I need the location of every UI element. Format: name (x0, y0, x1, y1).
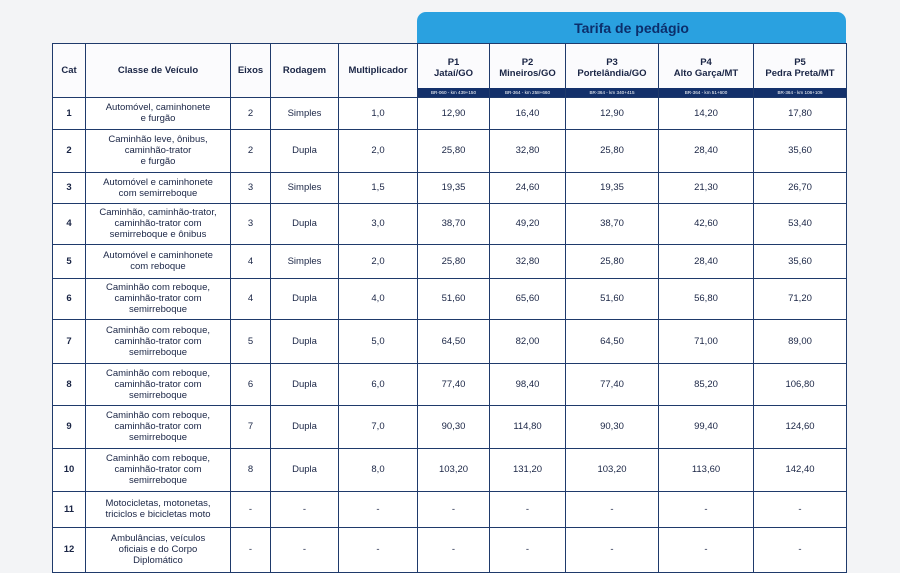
cell-classe (86, 405, 231, 448)
toll-tariff-table (52, 43, 847, 573)
cell-cat: 1 (53, 97, 86, 129)
cell-multiplicador: 7,0 (339, 405, 418, 448)
cell-eixos: - (231, 527, 271, 572)
cell-tarifa-p5: 124,60 (754, 405, 847, 448)
table-header (53, 44, 847, 98)
tarifa-banner: Tarifa de pedágio (417, 12, 846, 43)
cell-tarifa-p2: 32,80 (490, 244, 566, 278)
plaza-code: P2 (521, 56, 534, 68)
plaza-name: Mineiros/GO (499, 67, 556, 79)
cell-tarifa-p3: 25,80 (566, 129, 659, 172)
table-row (53, 129, 847, 172)
cell-tarifa-p1: - (418, 491, 490, 527)
cell-multiplicador: - (339, 491, 418, 527)
cell-tarifa-p3: 77,40 (566, 363, 659, 405)
cell-eixos: 6 (231, 363, 271, 405)
cell-tarifa-p5: 35,60 (754, 244, 847, 278)
table-row (53, 405, 847, 448)
classe-line: Caminhão com reboque, (105, 324, 211, 336)
cell-tarifa-p1: 103,20 (418, 448, 490, 491)
cell-classe (86, 97, 231, 129)
cell-cat: 11 (53, 491, 86, 527)
classe-line: caminhão-trator com (114, 218, 202, 229)
header-rodagem: Rodagem (271, 44, 339, 98)
classe-line: caminhão-trator com (114, 421, 202, 432)
cell-tarifa-p3: - (566, 491, 659, 527)
cell-tarifa-p3: 19,35 (566, 172, 659, 203)
cell-rodagem: - (271, 527, 339, 572)
plaza-km-p4: BR-364 - km 51+600 (659, 88, 754, 98)
cell-tarifa-p4: 85,20 (659, 363, 754, 405)
cell-tarifa-p3: 51,60 (566, 278, 659, 319)
cell-tarifa-p5: 17,80 (754, 97, 847, 129)
classe-line: Automóvel e caminhonete (103, 250, 213, 261)
header-plaza-p2 (490, 44, 566, 88)
classe-line: caminhão-trator com (114, 293, 202, 304)
cell-tarifa-p5: - (754, 527, 847, 572)
cell-cat: 2 (53, 129, 86, 172)
classe-line: Caminhão com reboque, (105, 367, 211, 379)
table-row (53, 172, 847, 203)
cell-tarifa-p2: 65,60 (490, 278, 566, 319)
cell-tarifa-p1: 51,60 (418, 278, 490, 319)
cell-tarifa-p5: 106,80 (754, 363, 847, 405)
cell-tarifa-p4: 28,40 (659, 129, 754, 172)
cell-eixos: 5 (231, 319, 271, 363)
cell-tarifa-p3: 25,80 (566, 244, 659, 278)
classe-line: oficiais e do Corpo (118, 544, 198, 555)
cell-rodagem: Dupla (271, 363, 339, 405)
classe-line: caminhão-trator com (114, 335, 202, 347)
cell-tarifa-p2: - (490, 527, 566, 572)
plaza-code: P3 (606, 56, 618, 68)
header-classe: Classe de Veículo (86, 44, 231, 98)
table-row (53, 203, 847, 244)
cell-cat: 5 (53, 244, 86, 278)
table-row (53, 244, 847, 278)
classe-line: semirreboque e ônibus (109, 229, 207, 240)
cell-tarifa-p4: - (659, 491, 754, 527)
cell-tarifa-p2: 131,20 (490, 448, 566, 491)
cell-tarifa-p3: 12,90 (566, 97, 659, 129)
table-row (53, 278, 847, 319)
cell-rodagem: Dupla (271, 203, 339, 244)
classe-line: Diplomático (133, 555, 183, 566)
cell-tarifa-p1: 25,80 (418, 244, 490, 278)
classe-line: triciclos e bicicletas moto (105, 509, 211, 520)
cell-cat: 12 (53, 527, 86, 572)
cell-tarifa-p3: 38,70 (566, 203, 659, 244)
header-eixos: Eixos (231, 44, 271, 98)
table-row (53, 527, 847, 572)
cell-multiplicador: 6,0 (339, 363, 418, 405)
cell-tarifa-p1: 25,80 (418, 129, 490, 172)
cell-cat: 8 (53, 363, 86, 405)
cell-tarifa-p1: - (418, 527, 490, 572)
classe-line: Automóvel, caminhonete (105, 102, 211, 113)
table-body (53, 97, 847, 572)
classe-line: caminhão-trator (124, 145, 192, 156)
classe-line: semirreboque (128, 304, 188, 315)
cell-classe (86, 203, 231, 244)
cell-tarifa-p3: - (566, 527, 659, 572)
cell-tarifa-p2: - (490, 491, 566, 527)
classe-line: Caminhão leve, ônibus, (108, 134, 208, 145)
cell-rodagem: - (271, 491, 339, 527)
cell-eixos: 2 (231, 129, 271, 172)
cell-tarifa-p2: 16,40 (490, 97, 566, 129)
classe-line: com reboque (130, 261, 186, 272)
cell-classe (86, 363, 231, 405)
table-row (53, 319, 847, 363)
plaza-km-p2: BR-364 - km 258+660 (490, 88, 566, 98)
cell-cat: 7 (53, 319, 86, 363)
cell-multiplicador: 8,0 (339, 448, 418, 491)
header-cat: Cat (53, 44, 86, 98)
cell-tarifa-p2: 24,60 (490, 172, 566, 203)
cell-tarifa-p4: 113,60 (659, 448, 754, 491)
cell-rodagem: Dupla (271, 448, 339, 491)
cell-classe (86, 319, 231, 363)
cell-multiplicador: 4,0 (339, 278, 418, 319)
cell-multiplicador: 3,0 (339, 203, 418, 244)
cell-eixos: 3 (231, 172, 271, 203)
header-row (53, 44, 847, 88)
cell-classe (86, 448, 231, 491)
cell-rodagem: Dupla (271, 405, 339, 448)
header-plaza-p4 (659, 44, 754, 88)
cell-rodagem: Dupla (271, 278, 339, 319)
classe-line: Motocicletas, motonetas, (105, 498, 211, 509)
cell-tarifa-p2: 49,20 (490, 203, 566, 244)
cell-classe (86, 278, 231, 319)
cell-cat: 4 (53, 203, 86, 244)
classe-line: Ambulâncias, veículos (110, 533, 206, 544)
cell-rodagem: Simples (271, 97, 339, 129)
cell-classe (86, 244, 231, 278)
table-row (53, 363, 847, 405)
header-plaza-p5 (754, 44, 847, 88)
cell-cat: 10 (53, 448, 86, 491)
cell-tarifa-p5: - (754, 491, 847, 527)
cell-tarifa-p4: 71,00 (659, 319, 754, 363)
plaza-km-p1: BR-060 - km 439+150 (418, 88, 490, 98)
cell-tarifa-p5: 53,40 (754, 203, 847, 244)
cell-cat: 6 (53, 278, 86, 319)
classe-line: semirreboque (128, 432, 188, 443)
classe-line: semirreboque (128, 389, 188, 401)
cell-eixos: 7 (231, 405, 271, 448)
cell-classe (86, 172, 231, 203)
cell-tarifa-p3: 64,50 (566, 319, 659, 363)
cell-tarifa-p4: 21,30 (659, 172, 754, 203)
cell-tarifa-p2: 114,80 (490, 405, 566, 448)
cell-eixos: 2 (231, 97, 271, 129)
cell-tarifa-p2: 32,80 (490, 129, 566, 172)
classe-line: Caminhão, caminhão-trator, (99, 207, 217, 218)
cell-tarifa-p4: - (659, 527, 754, 572)
cell-eixos: 8 (231, 448, 271, 491)
cell-cat: 9 (53, 405, 86, 448)
plaza-name: Jataí/GO (433, 67, 474, 79)
cell-tarifa-p5: 142,40 (754, 448, 847, 491)
plaza-code: P1 (447, 56, 460, 68)
classe-line: semirreboque (128, 475, 188, 486)
classe-line: semirreboque (128, 346, 188, 358)
plaza-name: Portelândia/GO (577, 67, 647, 79)
cell-multiplicador: 2,0 (339, 244, 418, 278)
cell-multiplicador: 2,0 (339, 129, 418, 172)
plaza-code: P5 (794, 56, 806, 68)
cell-tarifa-p5: 89,00 (754, 319, 847, 363)
cell-tarifa-p5: 35,60 (754, 129, 847, 172)
table-row (53, 491, 847, 527)
classe-line: caminhão-trator com (114, 464, 202, 475)
header-multiplicador: Multiplicador (339, 44, 418, 98)
cell-classe (86, 129, 231, 172)
cell-tarifa-p4: 28,40 (659, 244, 754, 278)
cell-rodagem: Dupla (271, 319, 339, 363)
cell-multiplicador: 5,0 (339, 319, 418, 363)
header-plaza-p3 (566, 44, 659, 88)
cell-tarifa-p5: 26,70 (754, 172, 847, 203)
plaza-km-p5: BR-364 - km 106+106 (754, 88, 847, 98)
classe-line: e furgão (140, 156, 176, 167)
cell-multiplicador: 1,5 (339, 172, 418, 203)
classe-line: Caminhão com reboque, (105, 410, 211, 421)
cell-classe (86, 527, 231, 572)
plaza-name: Pedra Preta/MT (765, 67, 835, 79)
cell-rodagem: Simples (271, 244, 339, 278)
cell-tarifa-p1: 19,35 (418, 172, 490, 203)
cell-tarifa-p2: 98,40 (490, 363, 566, 405)
table-row (53, 448, 847, 491)
cell-tarifa-p3: 90,30 (566, 405, 659, 448)
cell-tarifa-p4: 56,80 (659, 278, 754, 319)
cell-tarifa-p1: 38,70 (418, 203, 490, 244)
classe-line: caminhão-trator com (114, 378, 202, 390)
cell-eixos: - (231, 491, 271, 527)
cell-tarifa-p1: 64,50 (418, 319, 490, 363)
classe-line: e furgão (140, 113, 176, 124)
cell-multiplicador: 1,0 (339, 97, 418, 129)
cell-tarifa-p4: 14,20 (659, 97, 754, 129)
cell-eixos: 3 (231, 203, 271, 244)
classe-line: Caminhão com reboque, (105, 282, 211, 293)
cell-cat: 3 (53, 172, 86, 203)
cell-multiplicador: - (339, 527, 418, 572)
plaza-km-p3: BR-364 - km 340+415 (566, 88, 659, 98)
classe-line: Automóvel e caminhonete (103, 176, 213, 188)
cell-tarifa-p4: 42,60 (659, 203, 754, 244)
cell-tarifa-p1: 12,90 (418, 97, 490, 129)
classe-line: com semirreboque (118, 187, 198, 199)
cell-eixos: 4 (231, 278, 271, 319)
table-row (53, 97, 847, 129)
cell-classe (86, 491, 231, 527)
cell-tarifa-p5: 71,20 (754, 278, 847, 319)
cell-rodagem: Simples (271, 172, 339, 203)
header-plaza-p1 (418, 44, 490, 88)
cell-rodagem: Dupla (271, 129, 339, 172)
classe-line: Caminhão com reboque, (105, 453, 211, 464)
plaza-code: P4 (700, 56, 712, 68)
cell-tarifa-p4: 99,40 (659, 405, 754, 448)
cell-tarifa-p1: 77,40 (418, 363, 490, 405)
cell-eixos: 4 (231, 244, 271, 278)
cell-tarifa-p3: 103,20 (566, 448, 659, 491)
cell-tarifa-p1: 90,30 (418, 405, 490, 448)
cell-tarifa-p2: 82,00 (490, 319, 566, 363)
plaza-name: Alto Garça/MT (673, 67, 739, 79)
